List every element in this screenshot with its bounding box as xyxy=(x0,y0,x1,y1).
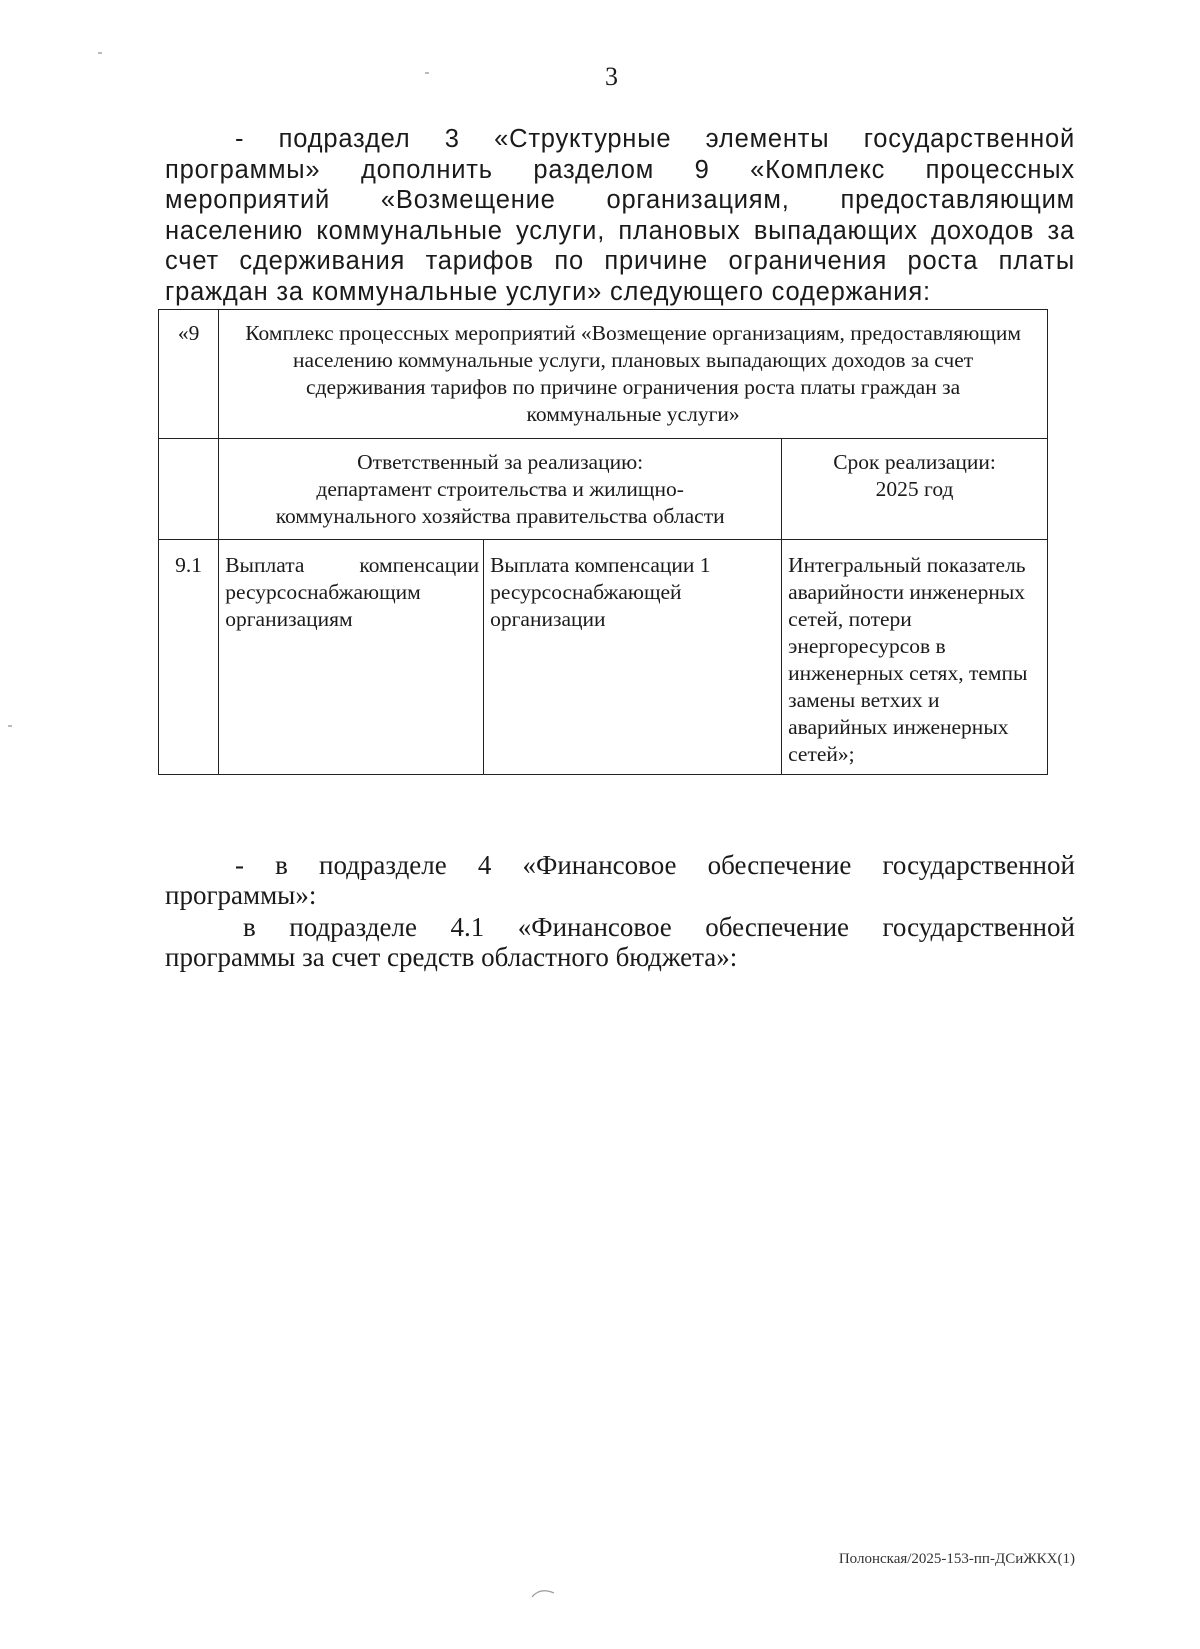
word: подразделе xyxy=(319,850,447,880)
word: обеспечение xyxy=(707,850,852,880)
term-value: 2025 год xyxy=(875,477,954,501)
intro-paragraph: - подраздел 3 «Структурные элементы государственной программы» дополнить разделом 9 «Комплекс процессных мероприятий «Возмещение организациям, предоставляющим населению коммунальные услуги, плановых выпадающих доходов за счет сдерживания тарифов по причине ограничения роста платы граждан за коммунальные услуги» следующего содержания: xyxy=(165,125,1075,306)
section-title: Комплекс процессных мероприятий «Возмещение организациям, предоставляющим населению коммунальные услуги, плановых выпадающих доходов за счет сдерживания тарифов по причине ограничения роста платы граждан за коммунальные услуги» xyxy=(219,310,1048,439)
word: в xyxy=(275,850,288,880)
regional-line-2: программы за счет средств областного бюджета»: xyxy=(165,942,738,972)
row-number: 9.1 xyxy=(159,540,219,775)
financing-line-2: программы»: xyxy=(165,880,317,910)
row-task: Выплата компенсации ресурсоснабжающим организациям xyxy=(219,540,484,775)
document-reference: Полонская/2025-153-пп-ДСиЖКХ(1) xyxy=(838,1551,1075,1567)
row-indicator: Интегральный показатель аварийности инженерных сетей, потери энергоресурсов в инженерных сетях, темпы замены ветхих и аварийных инженерных сетей»; xyxy=(782,540,1048,775)
regional-line-1 xyxy=(165,912,1075,942)
word: подразделе xyxy=(289,912,417,942)
table-responsible-row xyxy=(159,439,1048,540)
page-number: 3 xyxy=(605,62,618,91)
word: обеспечение xyxy=(705,912,850,942)
scan-mark xyxy=(530,1585,558,1599)
responsible-label: Ответственный за реализацию: xyxy=(357,450,644,474)
scan-speck xyxy=(8,725,12,727)
empty-cell xyxy=(159,439,219,540)
word: «Финансовое xyxy=(517,912,672,942)
word: «Финансовое xyxy=(522,850,677,880)
word: в xyxy=(243,912,256,942)
word: государственной xyxy=(882,850,1075,880)
responsible-value: департамент строительства и жилищно-коммунального хозяйства правительства области xyxy=(275,477,725,528)
table-header-row xyxy=(159,310,1048,439)
word: 4.1 xyxy=(450,912,485,942)
responsible-cell xyxy=(219,439,782,540)
section-number: «9 xyxy=(159,310,219,439)
process-complex-table xyxy=(158,309,1048,775)
financing-paragraph xyxy=(165,850,1075,910)
table-row xyxy=(159,540,1048,775)
word: 4 xyxy=(477,850,492,880)
row-result: Выплата компенсации 1 ресурсоснабжающей организации xyxy=(484,540,782,775)
scan-speck xyxy=(425,72,429,74)
financing-line-1 xyxy=(165,850,1075,880)
regional-budget-paragraph xyxy=(165,912,1075,972)
term-cell xyxy=(782,439,1048,540)
word: государственной xyxy=(882,912,1075,942)
scan-speck xyxy=(98,52,102,54)
word: - xyxy=(235,850,244,880)
term-label: Срок реализации: xyxy=(833,450,996,474)
